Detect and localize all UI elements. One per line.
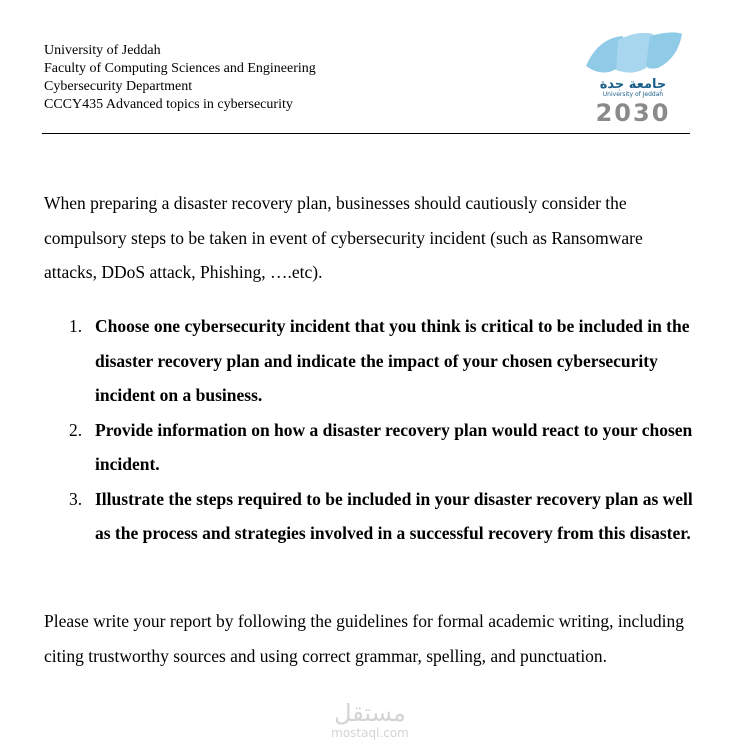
- header-line: University of Jeddah: [44, 43, 161, 58]
- university-logo: [578, 28, 688, 124]
- item-text: Provide information on how a disaster recovery plan would react to your chosen incident.: [95, 419, 693, 474]
- item-number: 1.: [69, 316, 83, 336]
- questions-list: [44, 309, 694, 551]
- intro-paragraph: When preparing a disaster recovery plan, businesses should cautiously consider the compulsory steps to be taken in event of cybersecurity incident (such as Ransomware attacks, DDoS attack, Phishing, ….etc).: [44, 193, 643, 282]
- watermark-arabic: مستقل: [334, 699, 406, 727]
- svg-text:جامعة جدة: جامعة جدة: [599, 77, 667, 92]
- svg-text:University of Jeddah: University of Jeddah: [602, 91, 664, 98]
- watermark-url: mostaql.com: [331, 726, 409, 740]
- header-line: CCCY435 Advanced topics in cybersecurity: [44, 97, 293, 112]
- watermark: [318, 700, 422, 740]
- document-header: [44, 42, 316, 114]
- header-divider: [42, 133, 690, 134]
- list-item: [44, 413, 694, 482]
- list-item: [44, 482, 694, 551]
- item-number: 2.: [69, 419, 83, 440]
- item-text: Illustrate the steps required to be included in your disaster recovery plan as well as the process and strategies involved in a successful recovery from this disaster.: [95, 488, 693, 543]
- header-line: Faculty of Computing Sciences and Engineering: [44, 61, 316, 76]
- header-line: Cybersecurity Department: [44, 79, 193, 94]
- svg-text:2030: 2030: [595, 99, 671, 124]
- list-item: [44, 309, 694, 413]
- item-number: 3.: [69, 488, 83, 509]
- item-text: Choose one cybersecurity incident that you think is critical to be included in the disaster recovery plan and indicate the impact of your chosen cybersecurity incident on a business.: [95, 316, 690, 405]
- outro-paragraph: Please write your report by following the guidelines for formal academic writing, including citing trustworthy sources and using correct grammar, spelling, and punctuation.: [44, 611, 685, 666]
